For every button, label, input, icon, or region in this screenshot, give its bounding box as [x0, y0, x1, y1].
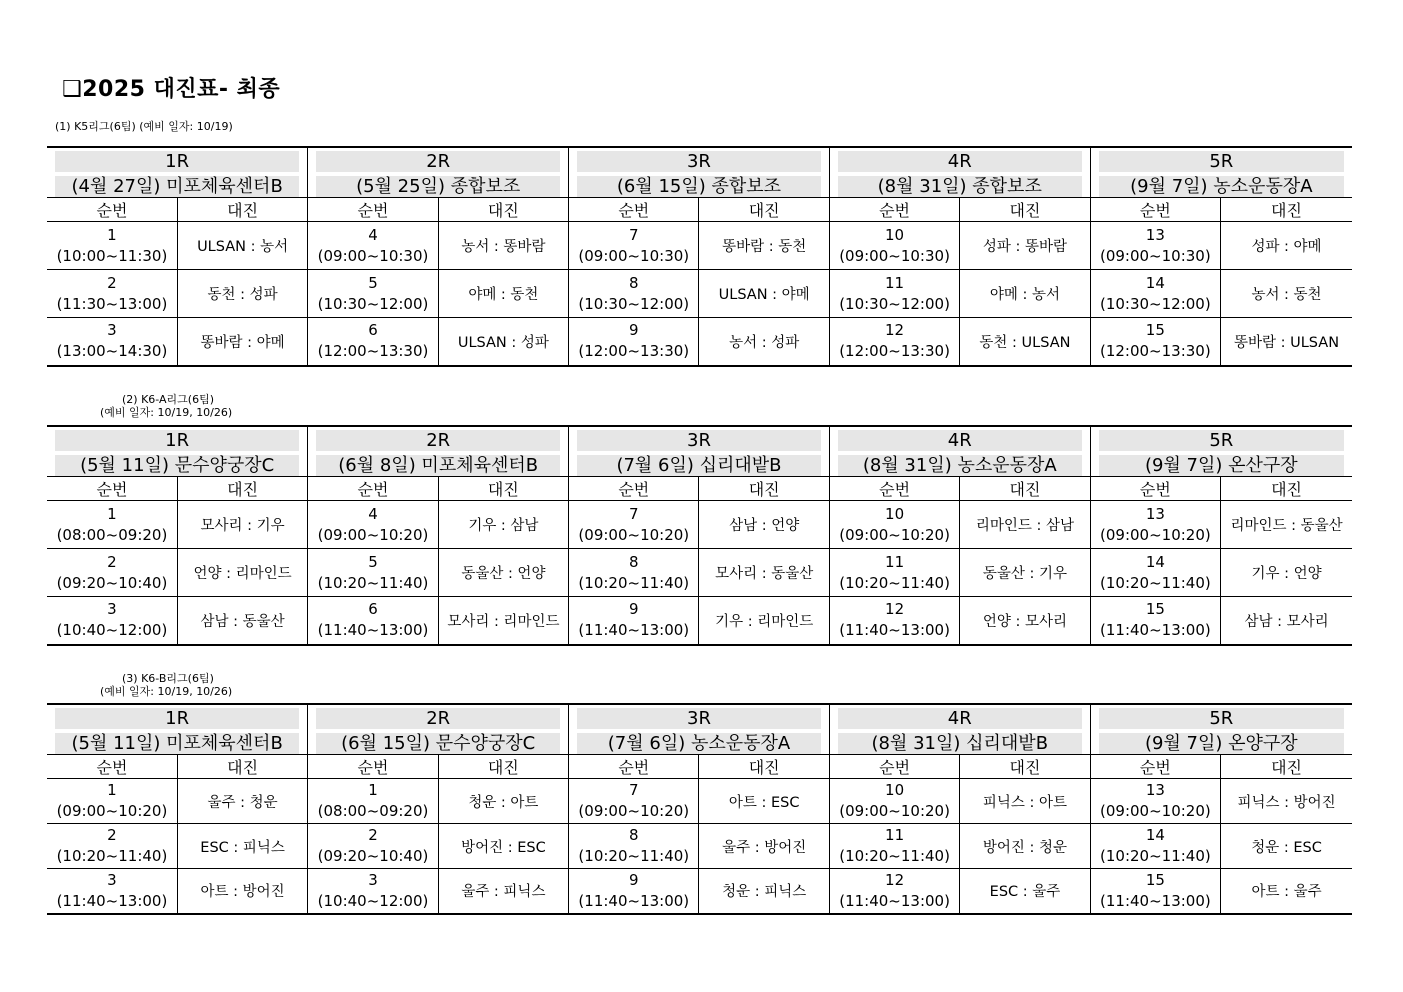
order-header: 순번	[1090, 477, 1220, 501]
match-number: 1	[368, 781, 378, 799]
match-number: 13	[1145, 504, 1165, 523]
match-number: 15	[1145, 870, 1165, 889]
table-row	[47, 501, 1352, 549]
match-number: 8	[629, 273, 639, 292]
table-row	[47, 549, 1352, 597]
round-venue: (9월 7일) 온산구장	[1099, 455, 1344, 476]
order-header: 순번	[829, 198, 959, 222]
match-number: 13	[1145, 225, 1165, 244]
round-header	[829, 426, 1090, 477]
match-slot	[47, 824, 177, 869]
match-slot	[1090, 597, 1220, 645]
round-venue: (8월 31일) 십리대밭B	[838, 733, 1082, 754]
match-time: (11:40~13:00)	[839, 891, 950, 910]
match-slot	[47, 501, 177, 549]
match-time: (12:00~13:30)	[317, 342, 429, 361]
match-slot	[1090, 270, 1220, 318]
match-pairing: 삼남 : 모사리	[1221, 597, 1352, 645]
round-venue: (7월 6일) 농소운동장A	[577, 733, 821, 754]
match-slot	[829, 597, 959, 645]
match-time: (08:00~09:20)	[317, 802, 429, 820]
match-slot	[47, 222, 177, 270]
match-pairing: 모사리 : 리마인드	[438, 597, 568, 645]
match-time: (11:40~13:00)	[578, 891, 690, 910]
match-time: (10:00~11:30)	[56, 246, 168, 265]
match-pairing: 모사리 : 동울산	[699, 549, 829, 597]
page-title: ❑2025 대진표- 최종	[62, 77, 281, 102]
match-number: 2	[107, 273, 117, 292]
match-pairing: ULSAN : 야메	[699, 270, 829, 318]
order-header: 순번	[569, 477, 699, 501]
match-number: 3	[107, 321, 117, 340]
match-slot	[569, 222, 699, 270]
match-number: 11	[885, 552, 905, 571]
match-time: (10:30~12:00)	[839, 294, 950, 313]
match-time: (09:00~10:20)	[1100, 802, 1211, 820]
table-row	[47, 824, 1352, 869]
round-venue: (6월 15일) 종합보조	[577, 176, 821, 197]
match-number: 5	[368, 273, 378, 292]
match-pairing: 리마인드 : 동울산	[1221, 501, 1352, 549]
match-slot	[47, 318, 177, 366]
match-number: 8	[629, 552, 639, 571]
match-pairing: 울주 : 방어진	[699, 824, 829, 869]
match-number: 10	[885, 225, 905, 244]
round-venue: (6월 8일) 미포체육센터B	[316, 455, 560, 476]
match-header: 대진	[1221, 755, 1352, 779]
match-pairing: 언양 : 모사리	[960, 597, 1090, 645]
match-pairing: 피닉스 : 방어진	[1221, 779, 1352, 824]
table-row	[47, 779, 1352, 824]
match-time: (09:00~10:20)	[578, 802, 690, 820]
match-number: 10	[885, 504, 905, 523]
round-label: 4R	[838, 708, 1082, 729]
round-header-row	[47, 147, 1352, 198]
match-header: 대진	[438, 477, 568, 501]
match-pairing: 언양 : 리마인드	[177, 549, 307, 597]
round-label: 5R	[1099, 430, 1344, 451]
match-header: 대진	[1221, 198, 1352, 222]
round-header	[308, 704, 569, 755]
match-time: (11:40~13:00)	[317, 621, 429, 640]
match-number: 11	[885, 826, 905, 844]
match-time: (11:40~13:00)	[1100, 891, 1211, 910]
round-label: 1R	[55, 430, 299, 451]
column-header-row	[47, 755, 1352, 779]
match-pairing: 방어진 : 청운	[960, 824, 1090, 869]
match-pairing: 농서 : 성파	[699, 318, 829, 366]
match-time: (13:00~14:30)	[56, 342, 168, 361]
round-header	[47, 704, 308, 755]
match-header: 대진	[438, 755, 568, 779]
match-slot	[569, 270, 699, 318]
match-time: (10:20~11:40)	[1100, 847, 1211, 865]
match-header: 대진	[177, 755, 307, 779]
match-number: 1	[107, 781, 117, 799]
round-label: 1R	[55, 151, 299, 172]
match-pairing: ULSAN : 농서	[177, 222, 307, 270]
match-pairing: 성파 : 똥바람	[960, 222, 1090, 270]
match-pairing: 야메 : 동천	[438, 270, 568, 318]
round-header	[1090, 704, 1352, 755]
round-venue: (9월 7일) 온양구장	[1099, 733, 1344, 754]
match-pairing: ULSAN : 성파	[438, 318, 568, 366]
schedule-table	[47, 146, 1352, 367]
match-slot	[829, 549, 959, 597]
section-note-line: (2) K6-A리그(6팀)	[122, 393, 215, 406]
match-pairing: 기우 : 언양	[1221, 549, 1352, 597]
match-slot	[829, 270, 959, 318]
match-number: 11	[885, 273, 905, 292]
match-pairing: 성파 : 야메	[1221, 222, 1352, 270]
match-slot	[47, 597, 177, 645]
match-time: (09:00~10:20)	[839, 802, 950, 820]
match-pairing: 피닉스 : 아트	[960, 779, 1090, 824]
order-header: 순번	[47, 477, 177, 501]
round-label: 2R	[316, 151, 560, 172]
order-header: 순번	[569, 755, 699, 779]
round-venue: (5월 11일) 미포체육센터B	[55, 733, 299, 754]
match-slot	[1090, 824, 1220, 869]
match-slot	[47, 869, 177, 914]
match-time: (11:30~13:00)	[56, 294, 168, 313]
section-note	[100, 672, 232, 698]
order-header: 순번	[829, 477, 959, 501]
round-label: 5R	[1099, 151, 1344, 172]
match-pairing: 울주 : 청운	[177, 779, 307, 824]
match-slot	[47, 270, 177, 318]
match-number: 7	[629, 781, 639, 799]
match-number: 1	[107, 504, 117, 523]
match-number: 15	[1145, 321, 1165, 340]
match-slot	[829, 779, 959, 824]
section-note	[55, 120, 233, 133]
order-header: 순번	[1090, 198, 1220, 222]
match-slot	[569, 318, 699, 366]
section-note	[100, 393, 232, 419]
match-slot	[829, 501, 959, 549]
round-label: 5R	[1099, 708, 1344, 729]
match-slot	[308, 549, 438, 597]
match-pairing: 리마인드 : 삼남	[960, 501, 1090, 549]
match-slot	[1090, 222, 1220, 270]
match-pairing: 동울산 : 언양	[438, 549, 568, 597]
match-slot	[1090, 501, 1220, 549]
round-label: 2R	[316, 708, 560, 729]
match-number: 9	[629, 600, 639, 619]
round-venue: (6월 15일) 문수양궁장C	[316, 733, 560, 754]
round-venue: (8월 31일) 농소운동장A	[838, 455, 1082, 476]
match-time: (10:30~12:00)	[1099, 294, 1211, 313]
match-pairing: 동천 : 성파	[177, 270, 307, 318]
round-label: 3R	[577, 151, 821, 172]
match-number: 2	[107, 826, 117, 844]
match-slot	[829, 869, 959, 914]
match-pairing: 울주 : 피닉스	[438, 869, 568, 914]
match-pairing: 아트 : ESC	[699, 779, 829, 824]
match-time: (09:00~10:30)	[578, 246, 690, 265]
round-header-row	[47, 426, 1352, 477]
match-time: (09:00~10:30)	[317, 246, 429, 265]
match-time: (12:00~13:30)	[839, 342, 950, 361]
match-number: 14	[1145, 552, 1165, 571]
round-header-row	[47, 704, 1352, 755]
match-number: 9	[629, 870, 639, 889]
match-time: (09:00~10:20)	[56, 802, 168, 820]
match-number: 1	[107, 225, 117, 244]
round-header	[47, 426, 308, 477]
match-time: (10:30~12:00)	[317, 294, 429, 313]
match-slot	[47, 779, 177, 824]
match-number: 12	[885, 600, 905, 619]
match-time: (09:00~10:30)	[839, 246, 950, 265]
match-slot	[569, 869, 699, 914]
match-time: (09:00~10:30)	[1099, 246, 1211, 265]
match-time: (11:40~13:00)	[578, 621, 690, 640]
match-header: 대진	[699, 477, 829, 501]
match-pairing: 농서 : 동천	[1221, 270, 1352, 318]
match-time: (09:00~10:20)	[1100, 525, 1211, 544]
match-number: 6	[368, 600, 378, 619]
match-slot	[1090, 869, 1220, 914]
match-time: (11:40~13:00)	[839, 621, 950, 640]
match-slot	[308, 222, 438, 270]
match-number: 4	[368, 225, 378, 244]
match-header: 대진	[699, 198, 829, 222]
order-header: 순번	[308, 755, 438, 779]
section-note-line: (1) K5리그(6팀) (예비 일자: 10/19)	[55, 120, 233, 133]
match-slot	[308, 318, 438, 366]
order-header: 순번	[308, 198, 438, 222]
round-label: 1R	[55, 708, 299, 729]
schedule-table	[47, 703, 1352, 915]
match-number: 2	[107, 552, 117, 571]
round-label: 3R	[577, 430, 821, 451]
match-time: (11:40~13:00)	[56, 891, 168, 910]
round-header	[1090, 426, 1352, 477]
match-pairing: 모사리 : 기우	[177, 501, 307, 549]
table-row	[47, 869, 1352, 914]
match-pairing: 방어진 : ESC	[438, 824, 568, 869]
match-time: (12:00~13:30)	[1099, 342, 1211, 361]
round-header	[569, 426, 830, 477]
match-time: (10:40~12:00)	[56, 621, 168, 640]
match-slot	[308, 597, 438, 645]
round-header	[569, 147, 830, 198]
match-time: (10:20~11:40)	[578, 847, 690, 865]
match-header: 대진	[960, 477, 1090, 501]
order-header: 순번	[1090, 755, 1220, 779]
column-header-row	[47, 198, 1352, 222]
match-pairing: 청운 : 아트	[438, 779, 568, 824]
match-pairing: 삼남 : 언양	[699, 501, 829, 549]
round-header	[308, 426, 569, 477]
table-row	[47, 597, 1352, 645]
match-time: (10:20~11:40)	[317, 573, 429, 592]
match-slot	[829, 824, 959, 869]
match-number: 13	[1145, 781, 1165, 799]
section-note-line: (예비 일자: 10/19, 10/26)	[100, 406, 233, 419]
match-slot	[829, 318, 959, 366]
match-pairing: 똥바람 : 동천	[699, 222, 829, 270]
match-number: 4	[368, 504, 378, 523]
order-header: 순번	[829, 755, 959, 779]
match-pairing: 기우 : 리마인드	[699, 597, 829, 645]
match-pairing: ESC : 피닉스	[177, 824, 307, 869]
match-slot	[308, 824, 438, 869]
match-time: (10:30~12:00)	[578, 294, 690, 313]
match-slot	[47, 549, 177, 597]
round-venue: (7월 6일) 십리대밭B	[577, 455, 821, 476]
match-time: (09:00~10:20)	[839, 525, 950, 544]
match-number: 2	[368, 826, 378, 844]
order-header: 순번	[47, 198, 177, 222]
match-pairing: 아트 : 방어진	[177, 869, 307, 914]
match-pairing: 기우 : 삼남	[438, 501, 568, 549]
match-time: (10:20~11:40)	[56, 847, 168, 865]
match-slot	[569, 597, 699, 645]
match-pairing: ESC : 울주	[960, 869, 1090, 914]
order-header: 순번	[47, 755, 177, 779]
round-header	[829, 147, 1090, 198]
round-venue: (4월 27일) 미포체육센터B	[55, 176, 299, 197]
match-time: (09:20~10:40)	[56, 573, 168, 592]
table-row	[47, 222, 1352, 270]
schedule-table	[47, 425, 1352, 646]
match-slot	[569, 549, 699, 597]
match-pairing: 삼남 : 동울산	[177, 597, 307, 645]
match-time: (10:40~12:00)	[317, 891, 429, 910]
match-header: 대진	[177, 198, 307, 222]
round-header	[1090, 147, 1352, 198]
round-venue: (5월 11일) 문수양궁장C	[55, 455, 299, 476]
match-time: (10:20~11:40)	[839, 573, 950, 592]
round-header	[569, 704, 830, 755]
match-pairing: 청운 : 피닉스	[699, 869, 829, 914]
round-header	[47, 147, 308, 198]
match-number: 9	[629, 321, 639, 340]
round-label: 2R	[316, 430, 560, 451]
match-header: 대진	[177, 477, 307, 501]
match-slot	[829, 222, 959, 270]
match-slot	[308, 869, 438, 914]
round-venue: (8월 31일) 종합보조	[838, 176, 1082, 197]
match-number: 7	[629, 504, 639, 523]
match-slot	[1090, 549, 1220, 597]
section-note-line: (예비 일자: 10/19, 10/26)	[100, 685, 233, 698]
match-number: 14	[1145, 273, 1165, 292]
match-pairing: 똥바람 : ULSAN	[1221, 318, 1352, 366]
round-venue: (5월 25일) 종합보조	[316, 176, 560, 197]
match-time: (10:20~11:40)	[1100, 573, 1211, 592]
match-time: (09:20~10:40)	[317, 847, 429, 865]
match-slot	[569, 824, 699, 869]
match-number: 6	[368, 321, 378, 340]
table-row	[47, 318, 1352, 366]
match-number: 10	[885, 781, 905, 799]
match-number: 12	[885, 321, 905, 340]
round-label: 4R	[838, 151, 1082, 172]
match-number: 3	[107, 600, 117, 619]
match-pairing: 똥바람 : 야메	[177, 318, 307, 366]
order-header: 순번	[308, 477, 438, 501]
match-header: 대진	[960, 198, 1090, 222]
match-time: (09:00~10:20)	[317, 525, 429, 544]
match-pairing: 야메 : 농서	[960, 270, 1090, 318]
match-time: (08:00~09:20)	[56, 525, 168, 544]
match-pairing: 동울산 : 기우	[960, 549, 1090, 597]
match-slot	[308, 270, 438, 318]
match-number: 3	[107, 870, 117, 889]
match-slot	[308, 779, 438, 824]
match-time: (11:40~13:00)	[1100, 621, 1211, 640]
round-label: 3R	[577, 708, 821, 729]
match-number: 7	[629, 225, 639, 244]
match-number: 5	[368, 552, 378, 571]
order-header: 순번	[569, 198, 699, 222]
round-venue: (9월 7일) 농소운동장A	[1099, 176, 1344, 197]
round-label: 4R	[838, 430, 1082, 451]
match-time: (10:20~11:40)	[578, 573, 690, 592]
match-time: (09:00~10:20)	[578, 525, 690, 544]
match-slot	[1090, 318, 1220, 366]
match-header: 대진	[1221, 477, 1352, 501]
match-number: 12	[885, 870, 905, 889]
round-header	[829, 704, 1090, 755]
match-pairing: 아트 : 울주	[1221, 869, 1352, 914]
match-pairing: 청운 : ESC	[1221, 824, 1352, 869]
match-number: 8	[629, 826, 639, 844]
table-row	[47, 270, 1352, 318]
match-header: 대진	[699, 755, 829, 779]
match-slot	[569, 779, 699, 824]
match-pairing: 동천 : ULSAN	[960, 318, 1090, 366]
match-pairing: 농서 : 똥바람	[438, 222, 568, 270]
match-number: 14	[1145, 826, 1165, 844]
round-header	[308, 147, 569, 198]
match-time: (12:00~13:30)	[578, 342, 690, 361]
match-header: 대진	[960, 755, 1090, 779]
match-time: (10:20~11:40)	[839, 847, 950, 865]
match-number: 3	[368, 870, 378, 889]
match-slot	[1090, 779, 1220, 824]
match-slot	[569, 501, 699, 549]
match-number: 15	[1145, 600, 1165, 619]
column-header-row	[47, 477, 1352, 501]
match-slot	[308, 501, 438, 549]
match-header: 대진	[438, 198, 568, 222]
section-note-line: (3) K6-B리그(6팀)	[122, 672, 214, 685]
